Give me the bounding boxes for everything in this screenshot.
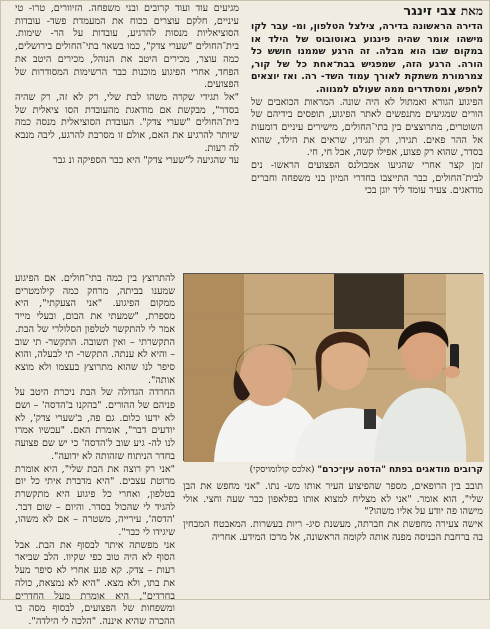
news-photo-illustration <box>184 274 484 462</box>
article-body-left-lower: להתרוצץ בין כמה בתי־חולים. אם הפיגוע שמענו בביתה, מרחק כמה קילומטרים ממקום הפיגוע. "אני הצעקתי", היא מספרת, "שמעתי את הבום, ובעלי מייד אמר לי להתקשר לטלפון הסלולרי של הבת. התקשרתי – ואין תשובה. התקשר- תי שוב – והיא לא ענתה. התקשר- תי לבעלה, והוא סיפר לנו שהוא מתרוצץ בעצמו ולא מוצא אותה". החרדה הגדולה של הבת ניכרת היטב על פניהם של ההורים. "בהקנו ב'הדסה' – ושם לא ידעו כלום. גם פה, ב'שערי צדק', לא יודעים דבר", אומרת האם. "עכשיו אמרו לנו לה- גיע שוב ל'הדסה' כי יש שם פצועה בחדר הניתוח שזהותה לא ידועה". "אני רק רוצה את הבת שלי", היא אומרת מרוטת עצבים. "היא מדברת איתי כל יום בטלפון, ואחרי כל פיגוע היא מתקשרת להגיד לי שהכול בסדר. והיום – שום דבר. 'הדסה', עירייה, משטרה – אם לא משהו, שיגידו לי כבר". אני מפשתה איתר לבסוף את הבת. אבל הסוף לא היה טוב כפי שקיוו. הלב שביאר רעות – צדק. קא פגע אחרי לא סיפר מעל את בתו, ולא מצא. "היא לא נמצאת, כולה בחרדים", היא אומרת מעל החדרים ומשפחות של הפצועים, לבסוף מסה בו ההכרה שהיא איננה. "הלכה לי הילדה". <box>15 273 175 627</box>
article-body-right: הפיגוע הגורא ואמתול לא היה שונה. המראות הכואבים של הורים שמגיעים מתנפשים לאתר הפיגוע, תופסים בידיהם של השוטרים, מתרוצצים בין בתי־החולים, מישירים עיניים דומעות אל ההר פאים. תגידו, רק תגידו, שראים את הילד, שהוא בסדר, שהוא רק פצוע, אפילו קשה, אבל חי, חי. זמן קצר אחרי שהגיעו אמבולנס הפצועים הראשו- נים לבית־החולים, כבר התייצבו בחדרי המיון בני משפחה וחברים מודאגים. צעיר עומד ליד יוגן בכי <box>251 96 483 197</box>
news-photo <box>183 273 483 461</box>
photo-caption <box>183 463 483 477</box>
article-lead: הדירה הראשונה בדירה, צילצל הטלפון, ומ- עבר לקו מישהו אומר שהיה פינגוע באוטובוס של הילד או במקום שבו הוא מבלה. זה הרגע שממנו חושש כל הורה. הרגע הזה, שמפגיש בבת־אחת כל של קור, צמרמורת משתקת לאורך עמוד השד- רה. ואז יוצאים לחפש, ומסתדרים ממה שעולם למגווה. <box>251 21 483 95</box>
article-right-column <box>251 3 483 271</box>
byline-author: צבי זינגר <box>403 4 457 19</box>
photo-credit: (אלכס קולומויסקי) <box>249 465 315 475</box>
article-body-left: מגיעים עוד ועוד קרובים ובני משפחה. הזיוורים, טרו- טי עיניים, חלקם עוצרים בכוח את המעמדת פשד- עובדות הסוציאליות מנסות להרגיע, עובדות על הר- שימות. בית־החולים "שערי צדק", כמו בשאר בתי־החולים בירושלים, כמה עוצר, מכירים היטב את הנוהל, מכירים היטב את הפחד, אחרי הפיגוע מוכנות כבר הרשימות המסודרות של הפצועים. "אל תגידי שקרה משהו לבת שלי, רק לא זה, רק שהיה בסדר", מבקשת אם מודאגת מהעובדת הסו ציאלית של בית־החולים "שערי צדק". העובדת הסוציאלית מנסה כמה שיותר להרגיע את האם, אולם זו מסרבת להרגע, ליבה מנבא לה רעות. עד שהגיעה ל"שערי צדק" היא כבר הספיקה ונ גבר <box>15 3 239 167</box>
article-left-column <box>15 3 239 271</box>
photo-caption-text: קרובים מודאגים בפתח "הדסה עין־כרם" <box>317 465 483 475</box>
byline <box>251 3 483 20</box>
article-left-lower-column <box>15 273 175 627</box>
article-bottom-column <box>183 481 483 599</box>
article-body-bottom: תובב בין הרופאים, מספר שהפיצוע העיר אותו מש- נתו. "אני מחפש את הבן שלי", הוא אומר. "אני לא מצליח למצוא אותו בפלאפון כבר שעה וחצי. אולי מישהו פה יודע על אליו משהו?" אישה צעירה מחפשת את חברתה, מעשנת סיג- ריות בעשרות. המאבטח המבחין בה ברחבת הכניסה מפנה אותה לקומה הראשונה, אל מרכז המידע. אחריה <box>183 481 483 543</box>
byline-prefix: מאת <box>460 4 483 18</box>
